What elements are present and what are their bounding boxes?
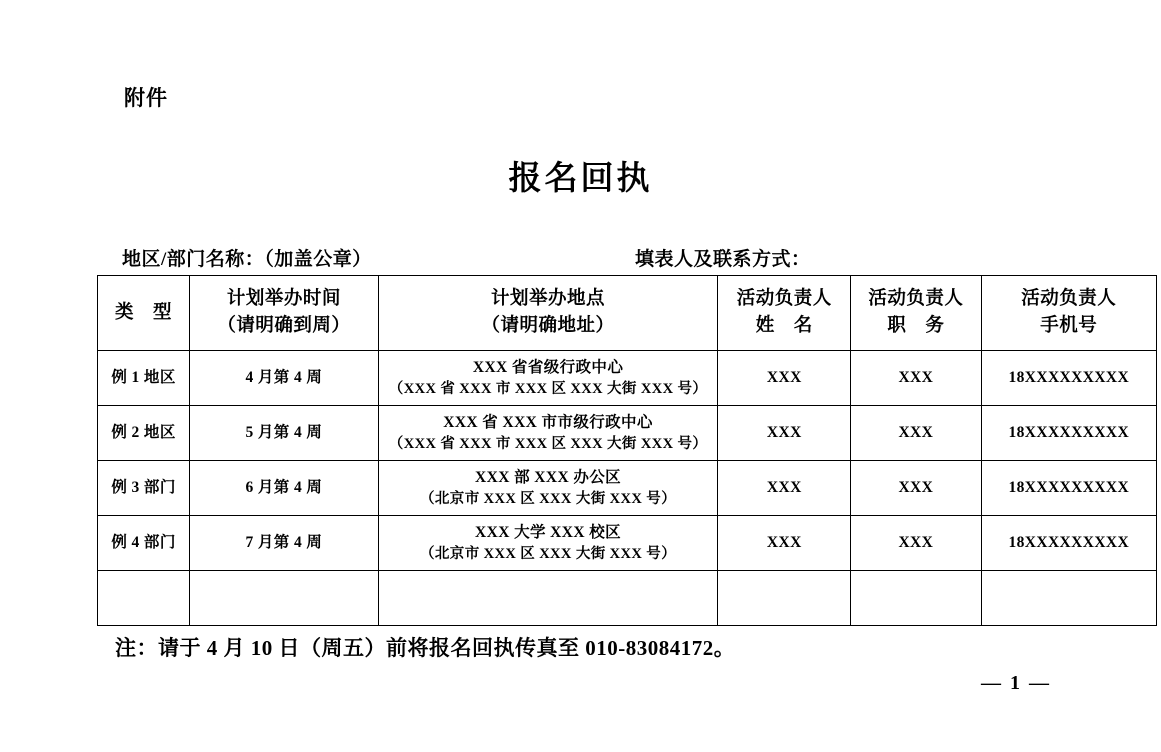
cell-place-line1: XXX 大学 XXX 校区 — [475, 523, 622, 541]
header-cell-name — [718, 276, 851, 351]
cell-duty: XXX — [851, 516, 981, 571]
header-duty-line1: 活动负责人 — [868, 289, 964, 310]
header-cell-type — [98, 276, 190, 351]
cell-duty — [851, 571, 981, 626]
cell-name: XXX — [718, 516, 851, 571]
header-name-line2: 姓 名 — [755, 316, 813, 336]
cell-name: XXX — [718, 461, 851, 516]
cell-phone: 18XXXXXXXXX — [981, 461, 1156, 516]
header-cell-duty — [851, 276, 981, 351]
header-duty-line2: 职 务 — [887, 316, 945, 336]
cell-place — [378, 351, 718, 406]
cell-name: XXX — [718, 406, 851, 461]
cell-type: 例 1 地区 — [98, 351, 190, 406]
cell-phone: 18XXXXXXXXX — [981, 406, 1156, 461]
table-header-row — [98, 276, 1157, 351]
cell-type — [98, 571, 190, 626]
cell-time: 4 月第 4 周 — [190, 351, 379, 406]
footer-note: 注：请于 4 月 10 日（周五）前将报名回执传真至 010-83084172。 — [115, 636, 736, 660]
table-row — [98, 571, 1157, 626]
header-time-line1: 计划举办时间 — [226, 289, 341, 310]
header-cell-place — [378, 276, 718, 351]
cell-place — [378, 516, 718, 571]
cell-place — [378, 406, 718, 461]
cell-duty: XXX — [851, 461, 981, 516]
cell-place-line2: （北京市 XXX 区 XXX 大街 XXX 号） — [420, 545, 677, 562]
cell-type: 例 2 地区 — [98, 406, 190, 461]
header-phone-line1: 活动负责人 — [1021, 289, 1117, 310]
cell-place-line2: （北京市 XXX 区 XXX 大街 XXX 号） — [420, 490, 677, 507]
header-name-line1: 活动负责人 — [736, 289, 832, 310]
cell-place — [378, 461, 718, 516]
cell-duty: XXX — [851, 406, 981, 461]
page-title: 报名回执 — [508, 161, 653, 197]
header-time-line2: （请明确到周） — [217, 316, 351, 336]
cell-place — [378, 571, 718, 626]
cell-name — [718, 571, 851, 626]
cell-time: 6 月第 4 周 — [190, 461, 379, 516]
table-row — [98, 351, 1157, 406]
table-row — [98, 406, 1157, 461]
header-cell-phone — [981, 276, 1156, 351]
page-number: — 1 — — [981, 672, 1051, 694]
cell-place-line1: XXX 省省级行政中心 — [472, 358, 624, 376]
cell-place-line2: （XXX 省 XXX 市 XXX 区 XXX 大街 XXX 号） — [388, 435, 708, 452]
registration-receipt-table — [97, 275, 1157, 626]
header-place-line2: （请明确地址） — [481, 316, 615, 336]
cell-type: 例 3 部门 — [98, 461, 190, 516]
cell-place-line1: XXX 省 XXX 市市级行政中心 — [443, 413, 653, 431]
cell-time: 7 月第 4 周 — [190, 516, 379, 571]
cell-place-line2: （XXX 省 XXX 市 XXX 区 XXX 大街 XXX 号） — [388, 380, 708, 397]
cell-phone: 18XXXXXXXXX — [981, 351, 1156, 406]
cell-place-line1: XXX 部 XXX 办公区 — [475, 468, 622, 486]
cell-name: XXX — [718, 351, 851, 406]
cell-time: 5 月第 4 周 — [190, 406, 379, 461]
header-cell-time — [190, 276, 379, 351]
cell-phone — [981, 571, 1156, 626]
cell-type: 例 4 部门 — [98, 516, 190, 571]
header-place-line1: 计划举办地点 — [491, 289, 606, 310]
header-phone-line2: 手机号 — [1040, 316, 1098, 336]
attachment-label: 附件 — [124, 86, 168, 110]
contact-person-label: 填表人及联系方式： — [635, 249, 811, 270]
header-type-line1: 类 型 — [115, 302, 173, 323]
cell-duty: XXX — [851, 351, 981, 406]
table-row — [98, 461, 1157, 516]
table-row — [98, 516, 1157, 571]
cell-time — [190, 571, 379, 626]
department-name-label: 地区/部门名称：（加盖公章） — [122, 249, 372, 270]
cell-phone: 18XXXXXXXXX — [981, 516, 1156, 571]
